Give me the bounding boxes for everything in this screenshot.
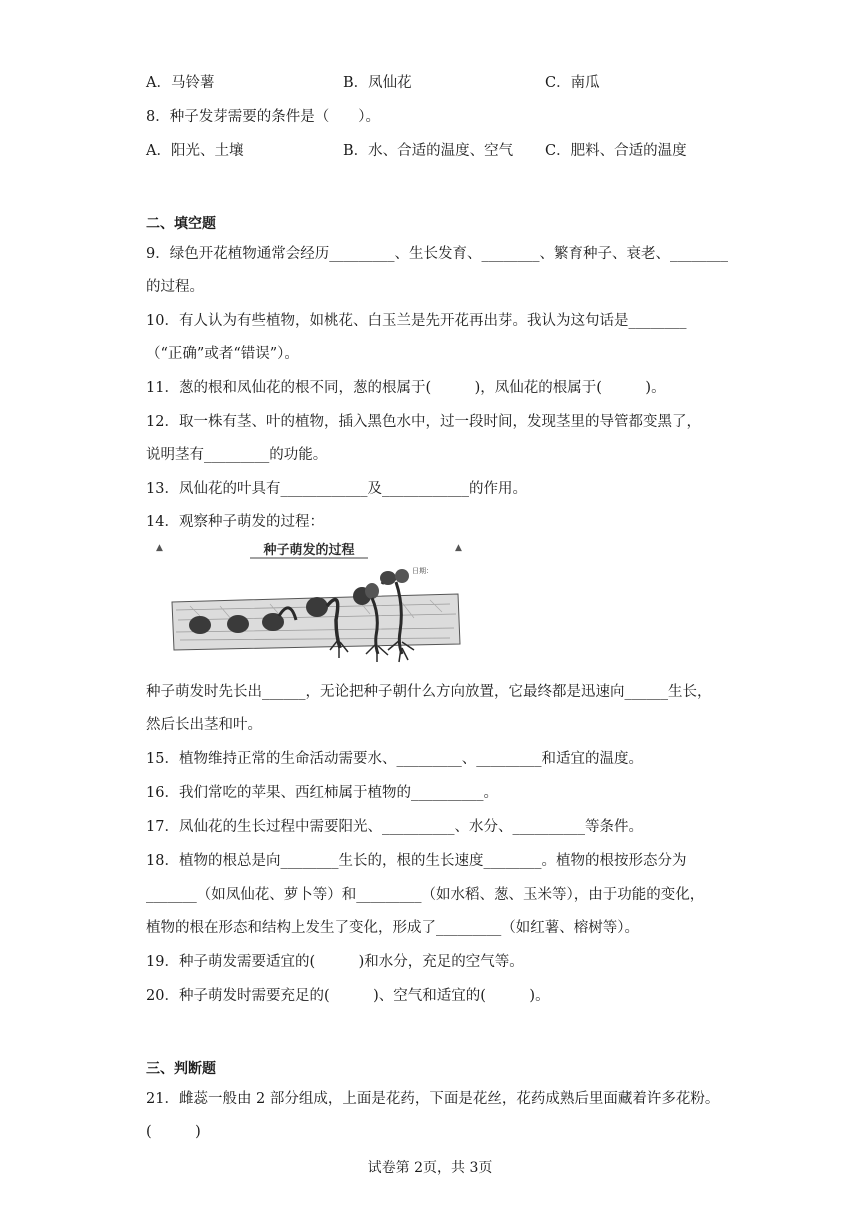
- section-true-false-title: 三、判断题: [146, 1061, 216, 1077]
- q21-line1: 21．雌蕊一般由 2 部分组成，上面是花药，下面是花丝，花药成熟后里面藏着许多花粉。: [146, 1091, 720, 1107]
- q14-line1: 种子萌发时先长出______，无论把种子朝什么方向放置，它最终都是迅速向______生长，: [146, 684, 712, 700]
- q7-option-c: C．南瓜: [545, 75, 600, 91]
- page-footer: 试卷第 2页，共 3页: [367, 1160, 493, 1176]
- q17-text: 17．凤仙花的生长过程中需要阳光、__________、水分、__________等条件。: [146, 819, 643, 835]
- q20-text: 20．种子萌发时需要充足的( )、空气和适宜的( )。: [146, 988, 550, 1004]
- q10-line1: 10．有人认为有些植物，如桃花、白玉兰是先开花再出芽。我认为这句话是________: [146, 313, 687, 329]
- q7-option-a: A．马铃薯: [146, 75, 215, 91]
- q9-line1: 9．绿色开花植物通常会经历_________、生长发育、________、繁育种子、衰老、________: [146, 246, 728, 262]
- svg-text:▲: ▲: [455, 543, 462, 553]
- illustration-title: 种子萌发的过程: [263, 543, 355, 558]
- q18-line2: _______（如凤仙花、萝卜等）和_________（如水稻、葱、玉米等），由于功能的变化，: [146, 887, 705, 903]
- q19-text: 19．种子萌发需要适宜的( )和水分，充足的空气等。: [146, 954, 524, 970]
- q14-line2: 然后长出茎和叶。: [146, 717, 262, 733]
- q21-line2: ( ): [146, 1124, 201, 1140]
- q14-text: 14．观察种子萌发的过程：: [146, 514, 324, 530]
- seed-germination-illustration: [150, 536, 468, 670]
- q10-line2: （“正确”或者“错误”）。: [146, 346, 299, 362]
- q13-text: 13．凤仙花的叶具有____________及____________的作用。: [146, 481, 527, 497]
- section-fill-in-title: 二、填空题: [146, 216, 216, 232]
- q16-text: 16．我们常吃的苹果、西红柿属于植物的__________。: [146, 785, 498, 801]
- q8-option-a: A．阳光、土壤: [146, 143, 244, 159]
- q15-text: 15．植物维持正常的生命活动需要水、_________、_________和适宜的温度。: [146, 751, 643, 767]
- q8-option-b: B．水、合适的温度、空气: [343, 143, 514, 159]
- q18-line1: 18．植物的根总是向________生长的，根的生长速度________。植物的根按形态分为: [146, 853, 687, 869]
- q8-text: 8．种子发芽需要的条件是（ ）。: [146, 109, 380, 125]
- q18-line3: 植物的根在形态和结构上发生了变化，形成了_________（如红薯、榕树等）。: [146, 920, 639, 936]
- q11-text: 11．葱的根和凤仙花的根不同，葱的根属于( )，凤仙花的根属于( )。: [146, 380, 666, 396]
- illustration-date-label: 日期：: [412, 567, 433, 575]
- q7-option-b: B．凤仙花: [343, 75, 412, 91]
- q12-line1: 12．取一株有茎、叶的植物，插入黑色水中，过一段时间，发现茎里的导管都变黑了，: [146, 414, 701, 430]
- q12-line2: 说明茎有_________的功能。: [146, 447, 328, 463]
- svg-text:▲: ▲: [156, 543, 163, 553]
- q8-option-c: C．肥料、合适的温度: [545, 143, 687, 159]
- q9-line2: 的过程。: [146, 279, 204, 295]
